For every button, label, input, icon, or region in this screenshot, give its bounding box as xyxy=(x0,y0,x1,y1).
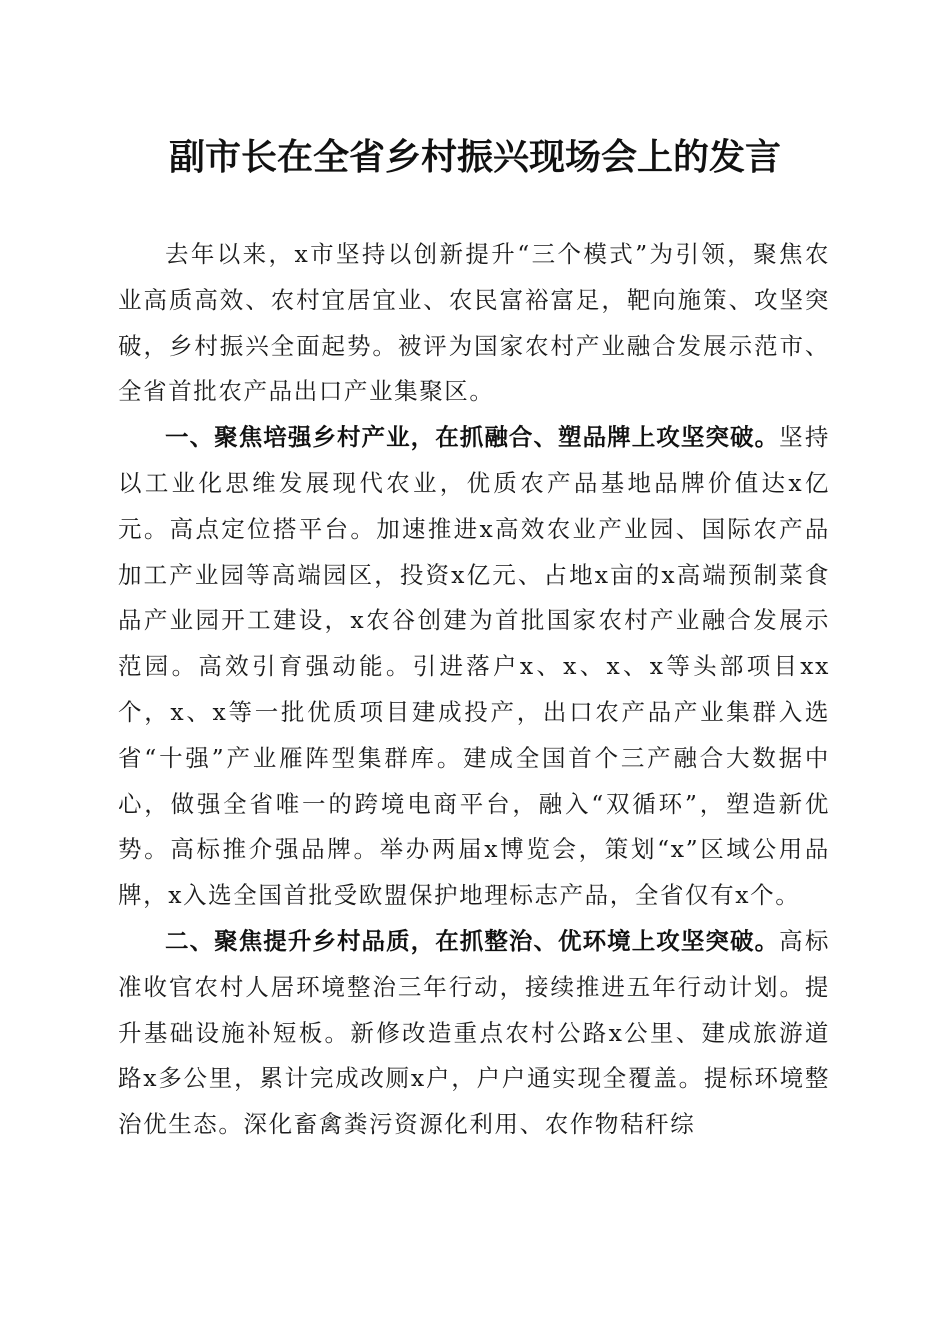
paragraph-intro xyxy=(118,232,830,415)
section-heading: 一、聚焦培强乡村产业，在抓融合、塑品牌上攻坚突破。 xyxy=(165,423,780,452)
paragraph-section-2 xyxy=(118,919,830,1148)
paragraph-text: 坚持以工业化思维发展现代农业，优质农产品基地品牌价值达x亿元。高点定位搭平台。加速推进x高效农业产业园、国际农产品加工产业园等高端园区，投资x亿元、占地x亩的x高端预制菜食品产业园开工建设，x农谷创建为首批国家农村产业融合发展示范园。高效引育强动能。引进落户x、x、x、x等头部项目xx个，x、x等一批优质项目建成投产，出口农产品产业集群入选省“十强”产业雁阵型集群库。建成全国首个三产融合大数据中心，做强全省唯一的跨境电商平台，融入“双循环”，塑造新优势。高标推介强品牌。举办两届x博览会，策划“x”区域公用品牌，x入选全国首批受欧盟保护地理标志产品，全省仅有x个。 xyxy=(118,423,831,910)
paragraph-text: 去年以来，x市坚持以创新提升“三个模式”为引领，聚焦农业高质高效、农村宜居宜业、农民富裕富足，靶向施策、攻坚突破，乡村振兴全面起势。被评为国家农村产业融合发展示范市、全省首批农产品出口产业集聚区。 xyxy=(118,240,830,406)
document-body xyxy=(118,232,830,1148)
document-title: 副市长在全省乡村振兴现场会上的发言 xyxy=(168,136,781,178)
paragraph-section-1 xyxy=(118,415,830,919)
paragraph-text: 高标准收官农村人居环境整治三年行动，接续推进五年行动计划。提升基础设施补短板。新修改造重点农村公路x公里、建成旅游道路x多公里，累计完成改厕x户，户户通实现全覆盖。提标环境整治优生态。深化畜禽粪污资源化利用、农作物秸秆综 xyxy=(118,926,831,1139)
section-heading: 二、聚焦提升乡村品质，在抓整治、优环境上攻坚突破。 xyxy=(165,926,780,955)
